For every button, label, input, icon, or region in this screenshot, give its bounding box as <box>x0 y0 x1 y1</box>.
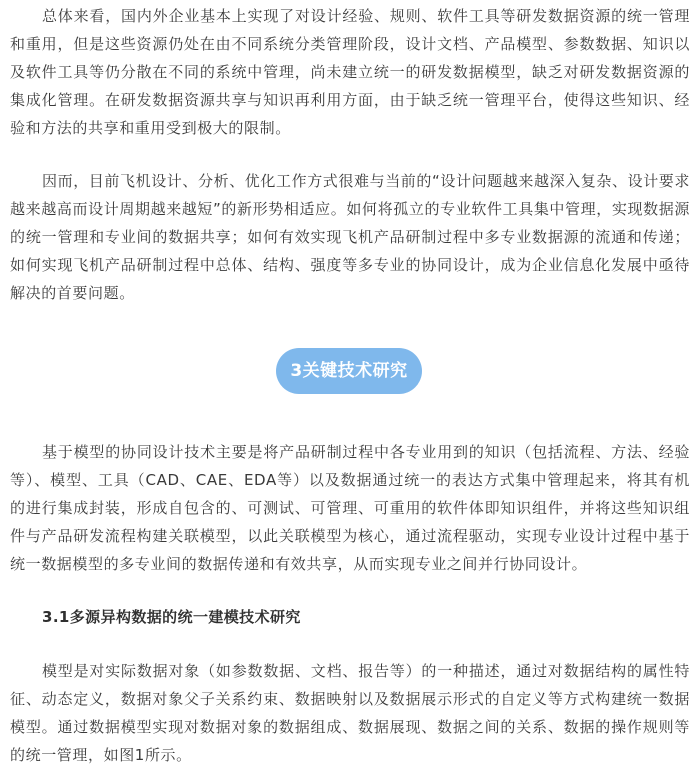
subsection-heading: 3.1多源异构数据的统一建模技术研究 <box>42 608 301 626</box>
paragraph-overview: 总体来看，国内外企业基本上实现了对设计经验、规则、软件工具等研发数据资源的统一管理和重用，但是这些资源仍处在由不同系统分类管理阶段，设计文档、产品模型、参数数据、知识以及软件工具等仍分散在不同的系统中管理，尚未建立统一的研发数据模型，缺乏对研发数据资源的集成化管理。在研发数据资源共享与知识再利用方面，由于缺乏统一管理平台，使得这些知识、经验和方法的共享和重用受到极大的限制。 <box>10 7 690 137</box>
paragraph-model-based-design: 基于模型的协同设计技术主要是将产品研制过程中各专业用到的知识（包括流程、方法、经验等）、模型、工具（CAD、CAE、EDA等）以及数据通过统一的表达方式集中管理起来，将其有机的进行集成封装，形成自包含的、可测试、可管理、可重用的软件体即知识组件，并将这些知识组件与产品研发流程构建关联模型，以此关联模型为核心，通过流程驱动，实现专业设计过程中基于统一数据模型的多专业间的数据传递和有效共享，从而实现专业之间并行协同设计。 <box>10 443 690 573</box>
paragraph-data-model: 模型是对实际数据对象（如参数数据、文档、报告等）的一种描述，通过对数据结构的属性特征、动态定义，数据对象父子关系约束、数据映射以及数据展示形式的自定义等方式构建统一数据模型。通过数据模型实现对数据对象的数据组成、数据展现、数据之间的关系、数据的操作规则等的统一管理，如图1所示。 <box>10 662 690 764</box>
paragraph-problem-statement: 因而，目前飞机设计、分析、优化工作方式很难与当前的“设计问题越来越深入复杂、设计要求越来越高而设计周期越来越短”的新形势相适应。如何将孤立的专业软件工具集中管理，实现数据源的统一管理和专业间的数据共享；如何有效实现飞机产品研制过程中多专业数据源的流通和传递；如何实现飞机产品研制过程中总体、结构、强度等多专业的协同设计，成为企业信息化发展中亟待解决的首要问题。 <box>10 172 690 302</box>
section-heading-badge: 3关键技术研究 <box>276 348 422 394</box>
